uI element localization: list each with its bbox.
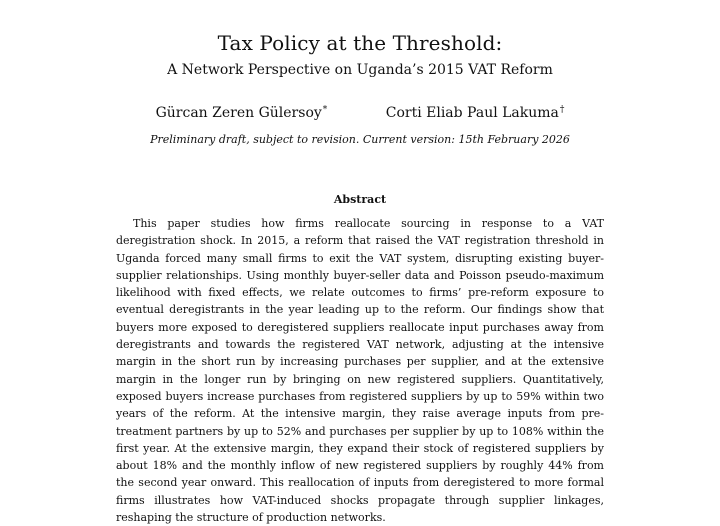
author-1-name: Gürcan Zeren Gülersoy [155, 105, 322, 121]
author-1 [156, 100, 328, 123]
paper-subtitle: A Network Perspective on Uganda’s 2015 VAT Reform [167, 62, 553, 78]
author-2-name: Corti Eliab Paul Lakuma [385, 105, 559, 121]
author-list [0, 100, 720, 123]
author-2-footnote-mark[interactable]: † [559, 105, 565, 115]
author-1-footnote-mark[interactable]: * [322, 105, 328, 115]
paper-title: Tax Policy at the Threshold: [217, 31, 503, 55]
author-2 [386, 100, 565, 123]
draft-note: Preliminary draft, subject to revision. Current version: 15th February 2026 [150, 133, 570, 146]
abstract-body: This paper studies how firms reallocate sourcing in response to a VAT deregistration shock. In 2015, a reform that raised the VAT registration threshold in Uganda forced many small firms to exit the VAT system, disrupting existing buyer-supplier relationships. Using monthly buyer-seller data and Poisson pseudo-maximum likelihood with fixed effects, we relate outcomes to firms’ pre-reform exposure to eventual deregistrants in the year leading up to the reform. Our findings show that buyers more exposed to deregistered suppliers reallocate input purchases away from deregistrants and towards the registered VAT network, adjusting at the intensive margin in the short run by increasing purchases per supplier, and at the extensive margin in the longer run by bringing on new registered suppliers. Quantitatively, exposed buyers increase purchases from registered suppliers by up to 59% within two years of the reform. At the intensive margin, they raise average inputs from pre-treatment partners by up to 52% and purchases per supplier by up to 108% within the first year. At the extensive margin, they expand their stock of registered suppliers by about 18% and the monthly inflow of new registered suppliers by roughly 44% from the second year onward. This reallocation of inputs from deregistered to more formal firms illustrates how VAT-induced shocks propagate through supplier linkages, reshaping the structure of production networks. [116, 217, 604, 525]
abstract-heading: Abstract [333, 193, 387, 206]
